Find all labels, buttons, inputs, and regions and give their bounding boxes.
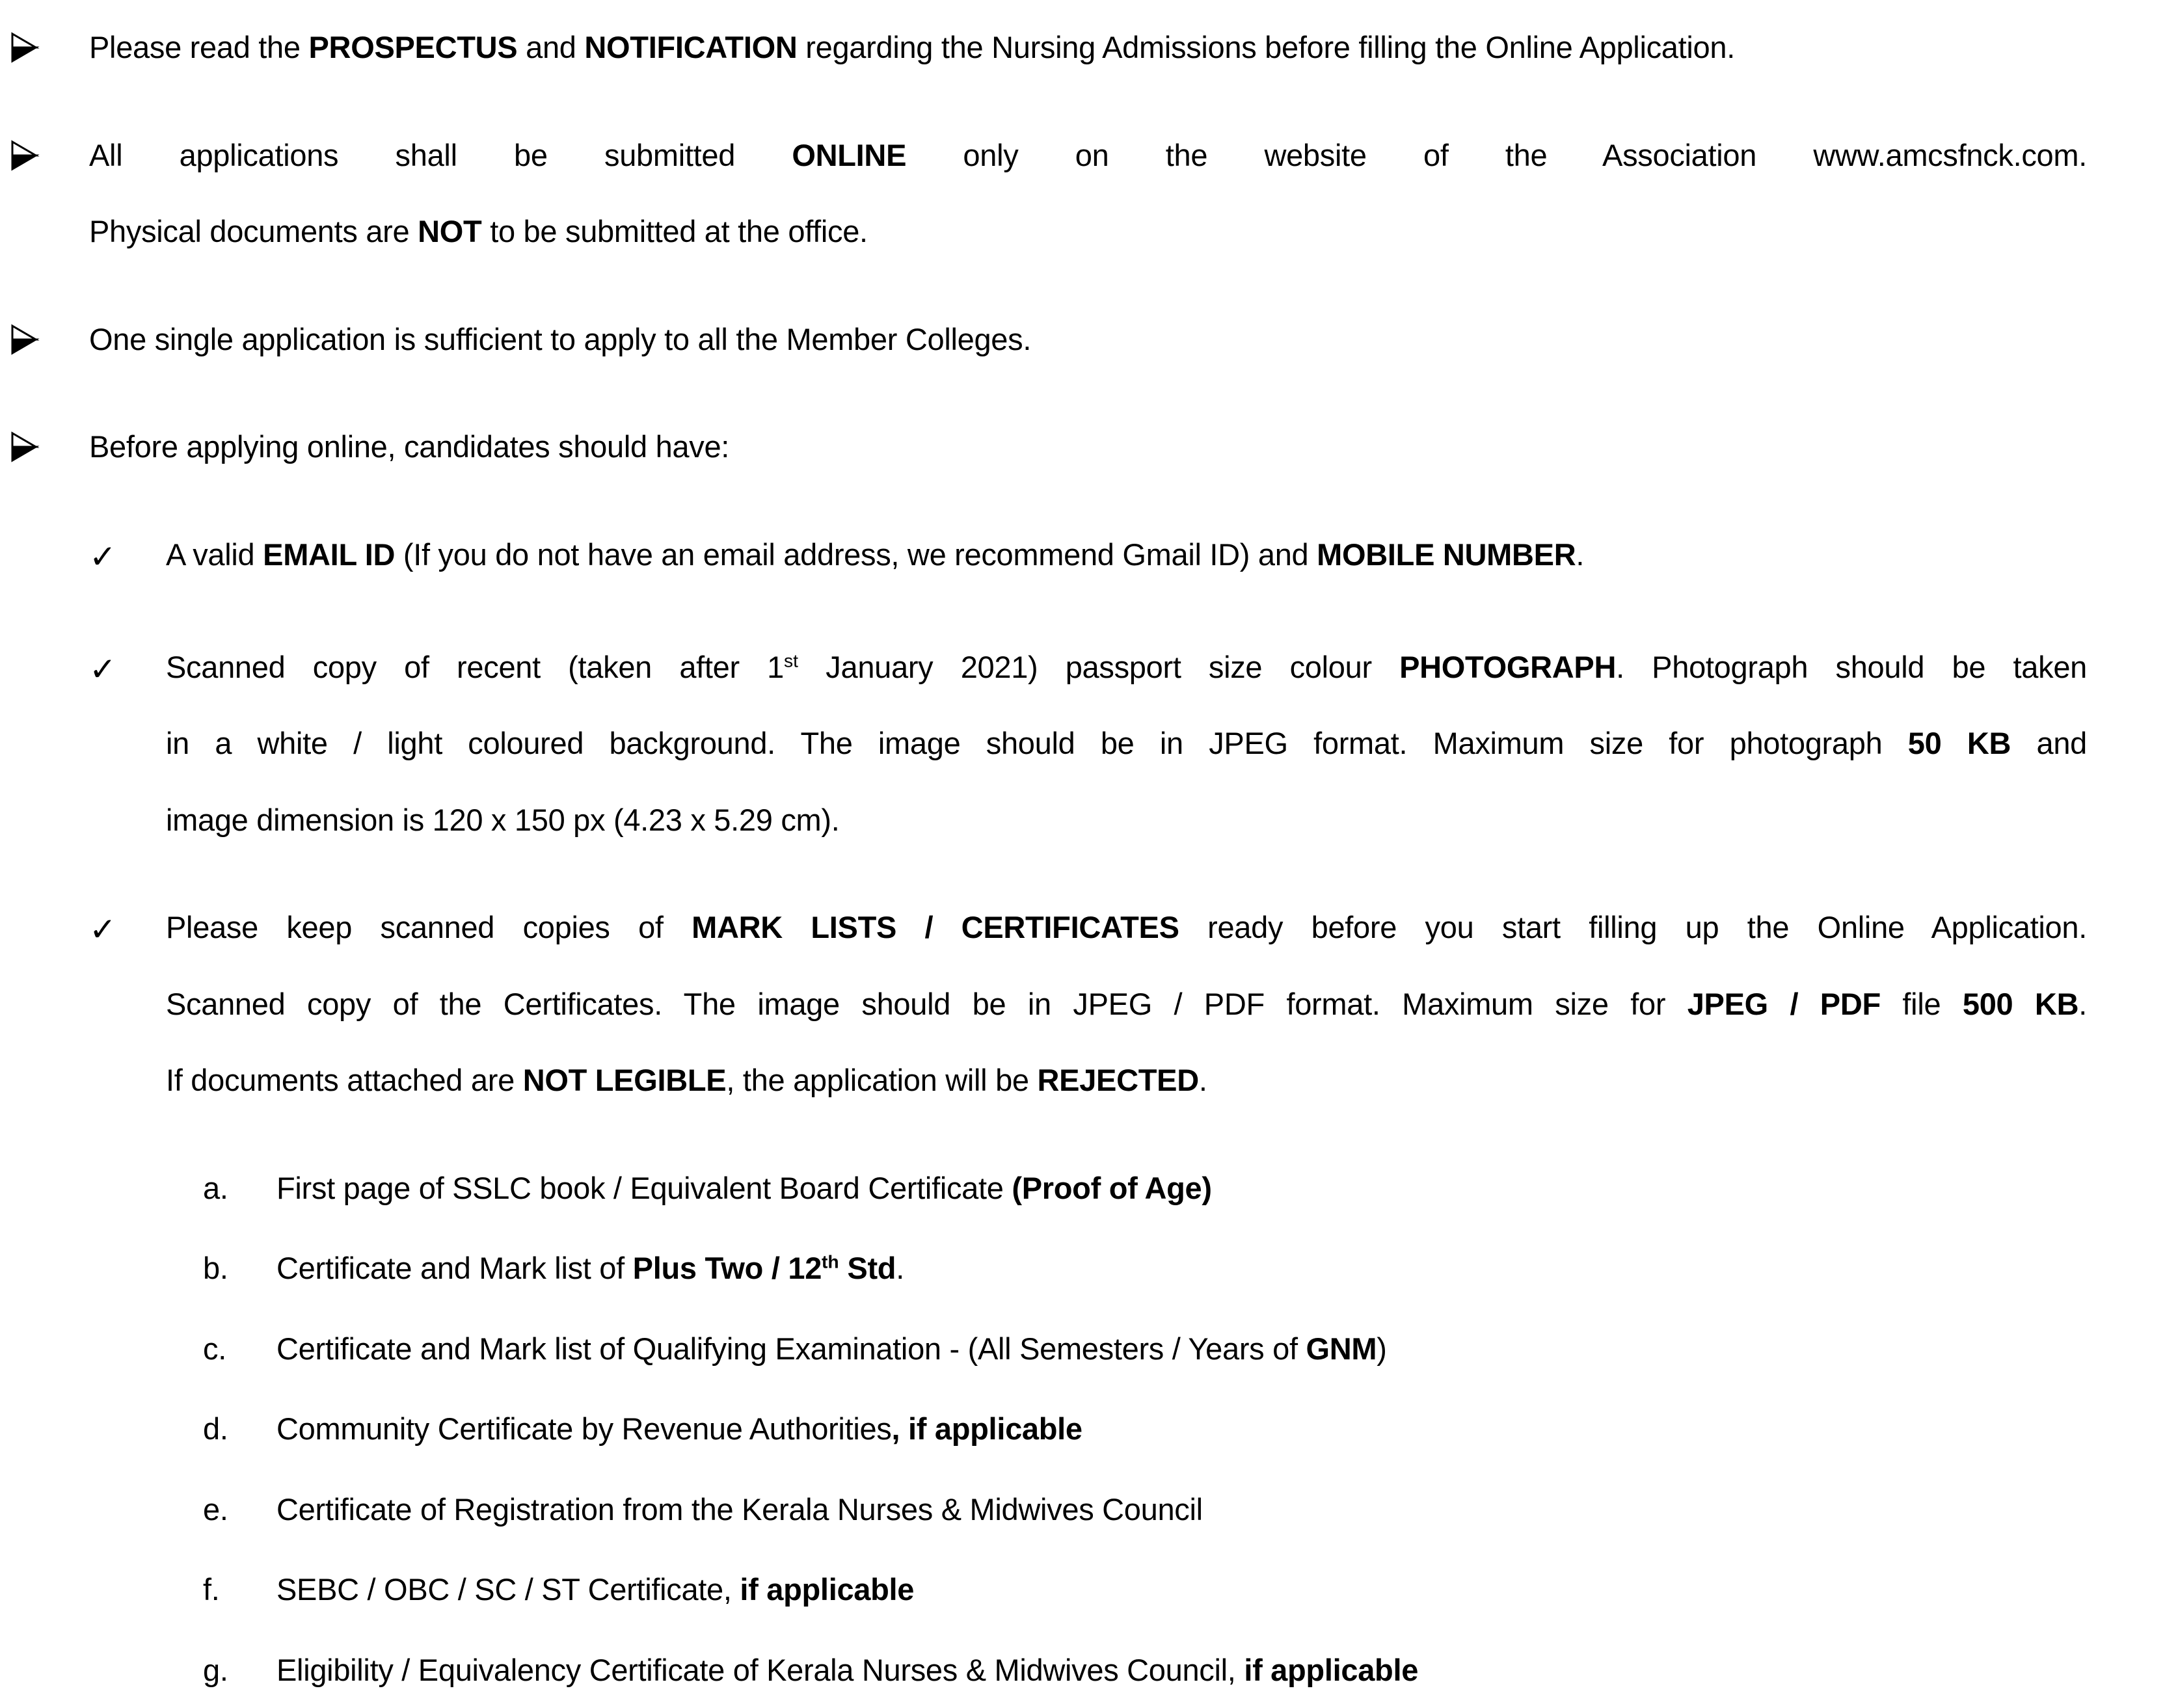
- list-item-arrow: [0, 9, 2178, 86]
- arrow-bullet-icon: [10, 9, 89, 86]
- text-line: Scanned copy of recent (taken after 1st January 2021) passport size colour PHOTOGRAPH. Photograph should be taken: [166, 629, 2087, 706]
- text-line: Please keep scanned copies of MARK LISTS / CERTIFICATES ready before you start filling up the Online Application.: [166, 889, 2087, 966]
- text-line: Certificate and Mark list of Plus Two / 12th Std.: [276, 1230, 2087, 1307]
- check-bullet-icon: ✓: [89, 889, 166, 970]
- list-item-check: [0, 516, 2178, 598]
- letter-label: b.: [203, 1230, 276, 1307]
- paragraph: [276, 1471, 2087, 1548]
- list-item-arrow: [0, 117, 2178, 270]
- text-line: Before applying online, candidates should have:: [89, 408, 2087, 485]
- list-item-letter: [0, 1551, 2178, 1628]
- list-item-letter: [0, 1311, 2178, 1387]
- paragraph: [89, 117, 2087, 270]
- list-item-letter: [0, 1150, 2178, 1227]
- paragraph: [276, 1632, 2087, 1708]
- paragraph: [166, 629, 2087, 859]
- text-line: One single application is sufficient to apply to all the Member Colleges.: [89, 301, 2087, 378]
- letter-label: f.: [203, 1551, 276, 1628]
- arrow-bullet-icon: [10, 301, 89, 378]
- letter-label: a.: [203, 1150, 276, 1227]
- paragraph: [89, 9, 2087, 86]
- letter-label: e.: [203, 1471, 276, 1548]
- paragraph: [89, 408, 2087, 485]
- text-line: Eligibility / Equivalency Certificate of Kerala Nurses & Midwives Council, if applicable: [276, 1632, 2087, 1708]
- text-line: Certificate and Mark list of Qualifying Examination - (All Semesters / Years of GNM): [276, 1311, 2087, 1387]
- list-item-arrow: [0, 408, 2178, 485]
- text-line: Physical documents are NOT to be submitted at the office.: [89, 193, 2087, 270]
- document-body: [0, 9, 2178, 1708]
- paragraph: [276, 1150, 2087, 1227]
- letter-label: d.: [203, 1391, 276, 1467]
- list-item-letter: [0, 1230, 2178, 1307]
- paragraph: [276, 1391, 2087, 1467]
- check-bullet-icon: ✓: [89, 629, 166, 710]
- text-line: Community Certificate by Revenue Authorities, if applicable: [276, 1391, 2087, 1467]
- paragraph: [276, 1230, 2087, 1307]
- paragraph: [276, 1551, 2087, 1628]
- text-line: First page of SSLC book / Equivalent Board Certificate (Proof of Age): [276, 1150, 2087, 1227]
- list-item-arrow: [0, 301, 2178, 378]
- check-bullet-icon: ✓: [89, 516, 166, 598]
- text-line: If documents attached are NOT LEGIBLE, the application will be REJECTED.: [166, 1042, 2087, 1119]
- list-item-check: [0, 629, 2178, 859]
- text-line: Scanned copy of the Certificates. The image should be in JPEG / PDF format. Maximum size for JPEG / PDF file 500 KB.: [166, 966, 2087, 1043]
- letter-label: g.: [203, 1632, 276, 1708]
- arrow-bullet-icon: [10, 117, 89, 194]
- paragraph: [276, 1311, 2087, 1387]
- list-item-letter: [0, 1632, 2178, 1708]
- text-line: in a white / light coloured background. The image should be in JPEG format. Maximum size for photograph 50 KB and: [166, 705, 2087, 782]
- paragraph: [166, 889, 2087, 1119]
- list-item-check: [0, 889, 2178, 1119]
- text-line: Please read the PROSPECTUS and NOTIFICATION regarding the Nursing Admissions before filling the Online Application.: [89, 9, 2087, 86]
- text-line: A valid EMAIL ID (If you do not have an email address, we recommend Gmail ID) and MOBILE NUMBER.: [166, 516, 2087, 593]
- list-item-letter: [0, 1471, 2178, 1548]
- list-item-letter: [0, 1391, 2178, 1467]
- text-line: Certificate of Registration from the Kerala Nurses & Midwives Council: [276, 1471, 2087, 1548]
- paragraph: [89, 301, 2087, 378]
- text-line: SEBC / OBC / SC / ST Certificate, if applicable: [276, 1551, 2087, 1628]
- text-line: image dimension is 120 x 150 px (4.23 x 5.29 cm).: [166, 782, 2087, 859]
- paragraph: [166, 516, 2087, 593]
- text-line: All applications shall be submitted ONLINE only on the website of the Association www.amcsfnck.com.: [89, 117, 2087, 194]
- letter-label: c.: [203, 1311, 276, 1387]
- arrow-bullet-icon: [10, 408, 89, 485]
